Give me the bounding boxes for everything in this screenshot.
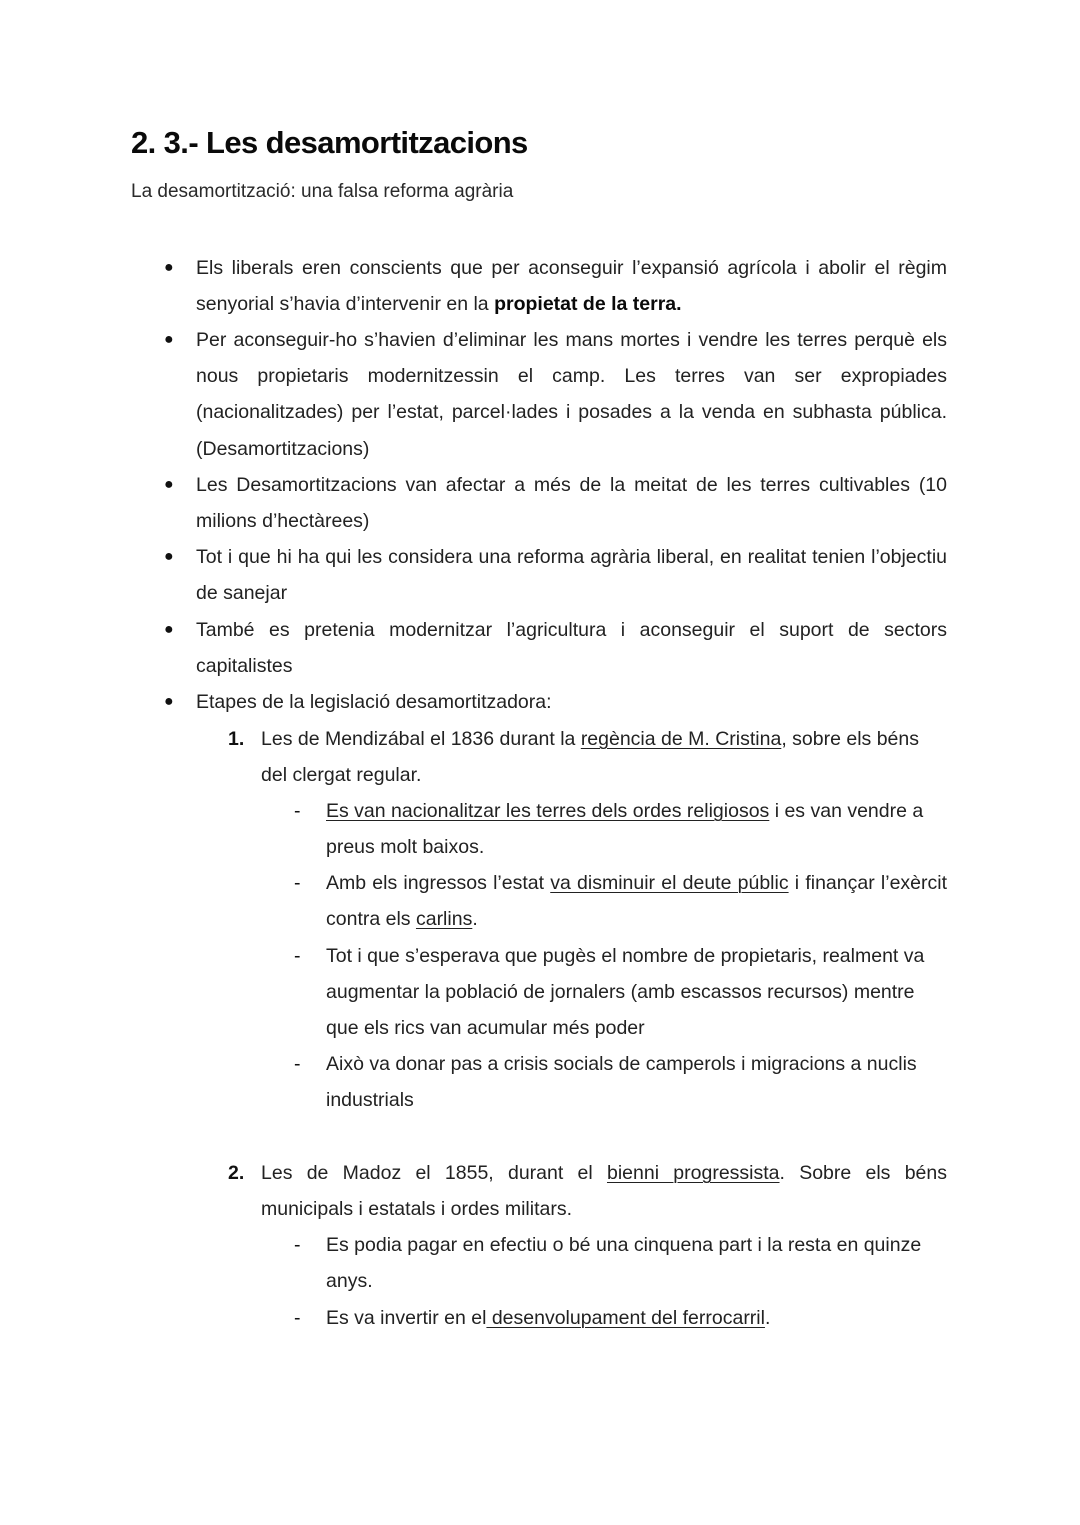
stage1-detail-crisis: Això va donar pas a crisis socials de camperols i migracions a nuclis industrials [326,1053,917,1112]
bullet-marker: ● [164,476,174,493]
bullet-marker: ● [164,548,174,565]
underlined-phrase: desenvolupament del ferrocarril [486,1307,765,1329]
stage1-detail-revenue: Amb els ingressos l’estat va disminuir el deute públic i finançar l’exèrcit contra els carlins. [326,872,948,931]
dash-marker: - [294,872,301,894]
stage2-detail-payment: Es podia pagar en efectiu o bé una cinquena part i la resta en quinze anys. [326,1234,922,1293]
bullet-marker: ● [164,259,174,276]
stage-madoz: Les de Madoz el 1855, durant el bienni progressista. Sobre els béns municipals i estatals i ordes militars. [261,1162,947,1221]
underlined-phrase: va disminuir el deute públic [550,872,789,894]
page-subtitle: La desamortització: una falsa reforma agrària [131,181,514,202]
bullet-item-land-ownership: Els liberals eren conscients que per aconseguir l’expansió agrícola i abolir el règim senyorial s’havia d’intervenir en la propietat de la terra. [196,257,947,316]
page-title: 2. 3.- Les desamortitzacions [131,125,528,160]
dash-marker: - [294,1307,301,1329]
dash-marker: - [294,1234,301,1256]
stage1-detail-nationalization: Es van nacionalitzar les terres dels ordes religiosos i es van vendre a preus molt baixos. [326,800,924,859]
underlined-phrase: Es van nacionalitzar les terres dels ordes religiosos [326,800,770,822]
bullet-item-agrarian-reform: Tot i que hi ha qui les considera una reforma agrària liberal, en realitat tenien l’objectiu de sanejar [196,546,947,605]
stage-mendizabal: Les de Mendizábal el 1836 durant la regència de M. Cristina, sobre els béns del clergat regular. [261,728,919,787]
bullet-item-scope: Les Desamortitzacions van afectar a més de la meitat de les terres cultivables (10 milions d’hectàrees) [196,474,947,533]
list-number: 1. [228,728,245,750]
bullet-item-stages: Etapes de la legislació desamortitzadora: [196,691,552,713]
dash-marker: - [294,1053,301,1075]
bullet-marker: ● [164,621,174,638]
dash-marker: - [294,945,301,967]
underlined-phrase: regència de M. Cristina [580,728,782,750]
underlined-phrase: carlins [415,908,473,931]
list-number: 2. [228,1162,245,1184]
stage1-detail-day-laborers: Tot i que s’esperava que pugès el nombre de propietaris, realment va augmentar la població de jornalers (amb escassos recursos) mentre que els rics van acumular més poder [326,945,925,1040]
bullet-marker: ● [164,331,174,348]
bullet-marker: ● [164,693,174,710]
bullet-item-modernization: També es pretenia modernitzar l’agricultura i aconseguir el suport de sectors capitalistes [196,619,947,678]
bold-phrase: propietat de la terra. [494,293,682,316]
underlined-phrase: bienni progressista [606,1162,780,1184]
stage2-detail-railway: Es va invertir en el desenvolupament del ferrocarril. [326,1307,771,1329]
dash-marker: - [294,800,301,822]
bullet-item-dead-hands: Per aconseguir-ho s’havien d’eliminar les mans mortes i vendre les terres perquè els nous propietaris modernitzessin el camp. Les terres van ser expropiades (nacionalitzades) per l’estat, parcel·lades i posades a la venda en subhasta pública. (Desamortitzacions) [196,329,947,460]
